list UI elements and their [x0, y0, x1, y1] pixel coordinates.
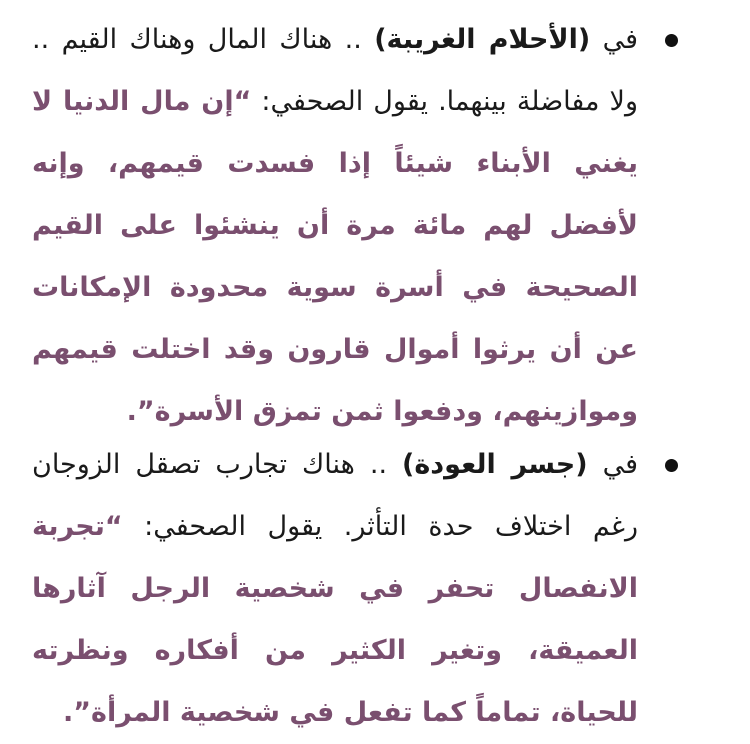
bullet-item-dreams	[32, 9, 638, 443]
item-prefix: في	[587, 449, 639, 480]
bullet-point-icon	[665, 34, 678, 47]
item-quote: “إن مال الدنيا لا يغني الأبناء شيئاً إذا فسدت قيمهم، وإنه لأفضل لهم مائة مرة أن ينشئوا على القيم الصحيحة في أسرة سوية محدودة الإمكانات عن أن يرثوا أموال قارون وقد اختلت قيمهم وموازينهم، ودفعوا ثمن تمزق الأسرة”.	[32, 86, 638, 427]
item-intro: .. هناك المال وهناك القيم .. ولا مفاضلة بينهما. يقول الصحفي:	[32, 24, 638, 117]
item-title: (الأحلام الغريبة)	[374, 24, 591, 55]
item-quote: “تجربة الانفصال تحفر في شخصية الرجل آثارها العميقة، وتغير الكثير من أفكاره ونظرته للحياة، تماماً كما تفعل في شخصية المرأة”.	[32, 511, 638, 728]
bullet-item-bridge	[32, 434, 638, 744]
item-title: (جسر العودة)	[402, 449, 588, 480]
item-prefix: في	[590, 24, 639, 55]
item-intro: .. هناك تجارب تصقل الزوجان رغم اختلاف حدة التأثر. يقول الصحفي:	[32, 449, 638, 542]
bullet-point-icon	[665, 459, 678, 472]
